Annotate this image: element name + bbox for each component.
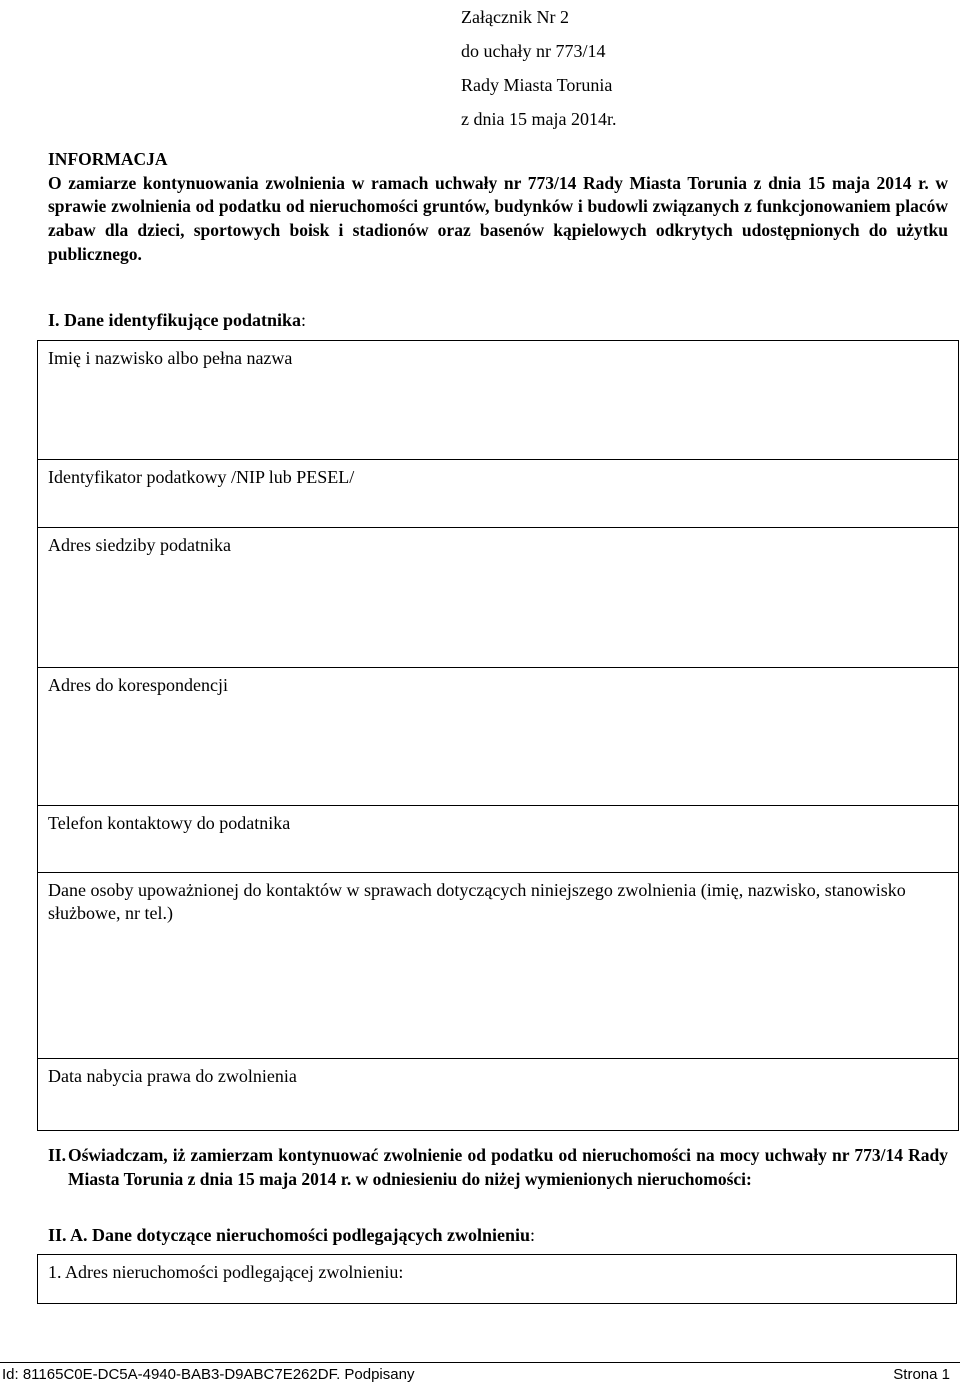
- property-address-field[interactable]: [37, 1254, 957, 1304]
- seat-address-field[interactable]: [38, 527, 958, 667]
- phone-field-label: Telefon kontaktowy do podatnika: [48, 813, 291, 833]
- section-1-title-text: I. Dane identyfikujące podatnika: [48, 310, 302, 330]
- name-field[interactable]: [38, 341, 958, 459]
- taxpayer-form: [37, 340, 959, 1131]
- page-number: Strona 1: [893, 1366, 950, 1383]
- annex-council: Rady Miasta Torunia: [461, 75, 613, 95]
- annex-resolution: do uchały nr 773/14: [461, 41, 606, 61]
- tax-id-field-label: Identyfikator podatkowy /NIP lub PESEL/: [48, 467, 355, 487]
- authorized-person-field[interactable]: [38, 872, 958, 1058]
- section-2a-title-text: II. A. Dane dotyczące nieruchomości podlegających zwolnieniu: [48, 1225, 530, 1245]
- document-id: Id: 81165C0E-DC5A-4940-BAB3-D9ABC7E262DF. Podpisany: [2, 1366, 415, 1383]
- property-address-field-label: 1. Adres nieruchomości podlegającej zwolnieniu:: [48, 1262, 404, 1282]
- footer-divider: [0, 1362, 960, 1363]
- section-1-colon: :: [301, 310, 307, 330]
- acquisition-date-field-label: Data nabycia prawa do zwolnienia: [48, 1066, 297, 1086]
- declaration-text: Oświadczam, iż zamierzam kontynuować zwolnienie od podatku od nieruchomości na mocy uchwały nr 773/14 Rady Miasta Torunia z dnia 15 maja 2014 r. w odniesieniu do niżej wymienionych nieruchomości:: [68, 1145, 948, 1189]
- authorized-person-field-label: Dane osoby upoważnionej do kontaktów w sprawach dotyczących niniejszego zwolnienia (imię, nazwisko, stanowisko służbowe, nr tel.): [48, 880, 906, 923]
- section-1-title: [48, 310, 306, 331]
- annex-date: z dnia 15 maja 2014r.: [461, 109, 617, 129]
- acquisition-date-field[interactable]: [38, 1058, 958, 1130]
- declaration-block: [48, 1144, 948, 1191]
- phone-field[interactable]: [38, 805, 958, 872]
- information-block: [48, 148, 948, 267]
- name-field-label: Imię i nazwisko albo pełna nazwa: [48, 348, 293, 368]
- section-2a-colon: :: [529, 1225, 535, 1245]
- section-2a-title: [48, 1225, 535, 1246]
- information-heading: INFORMACJA: [48, 149, 168, 169]
- annex-header: [461, 0, 616, 136]
- tax-id-field[interactable]: [38, 459, 958, 527]
- correspondence-address-field-label: Adres do korespondencji: [48, 675, 228, 695]
- correspondence-address-field[interactable]: [38, 667, 958, 805]
- information-text: O zamiarze kontynuowania zwolnienia w ramach uchwały nr 773/14 Rady Miasta Torunia z dnia 15 maja 2014 r. w sprawie zwolnienia od podatku od nieruchomości gruntów, budynków i budowli związanych z funkcjonowaniem placów zabaw dla dzieci, sportowych boisk i stadionów oraz basenów kąpielowych odkrytych udostępnionych do użytku publicznego.: [48, 172, 948, 264]
- annex-number: Załącznik Nr 2: [461, 7, 569, 27]
- seat-address-field-label: Adres siedziby podatnika: [48, 535, 231, 555]
- declaration-number: II.: [48, 1145, 66, 1165]
